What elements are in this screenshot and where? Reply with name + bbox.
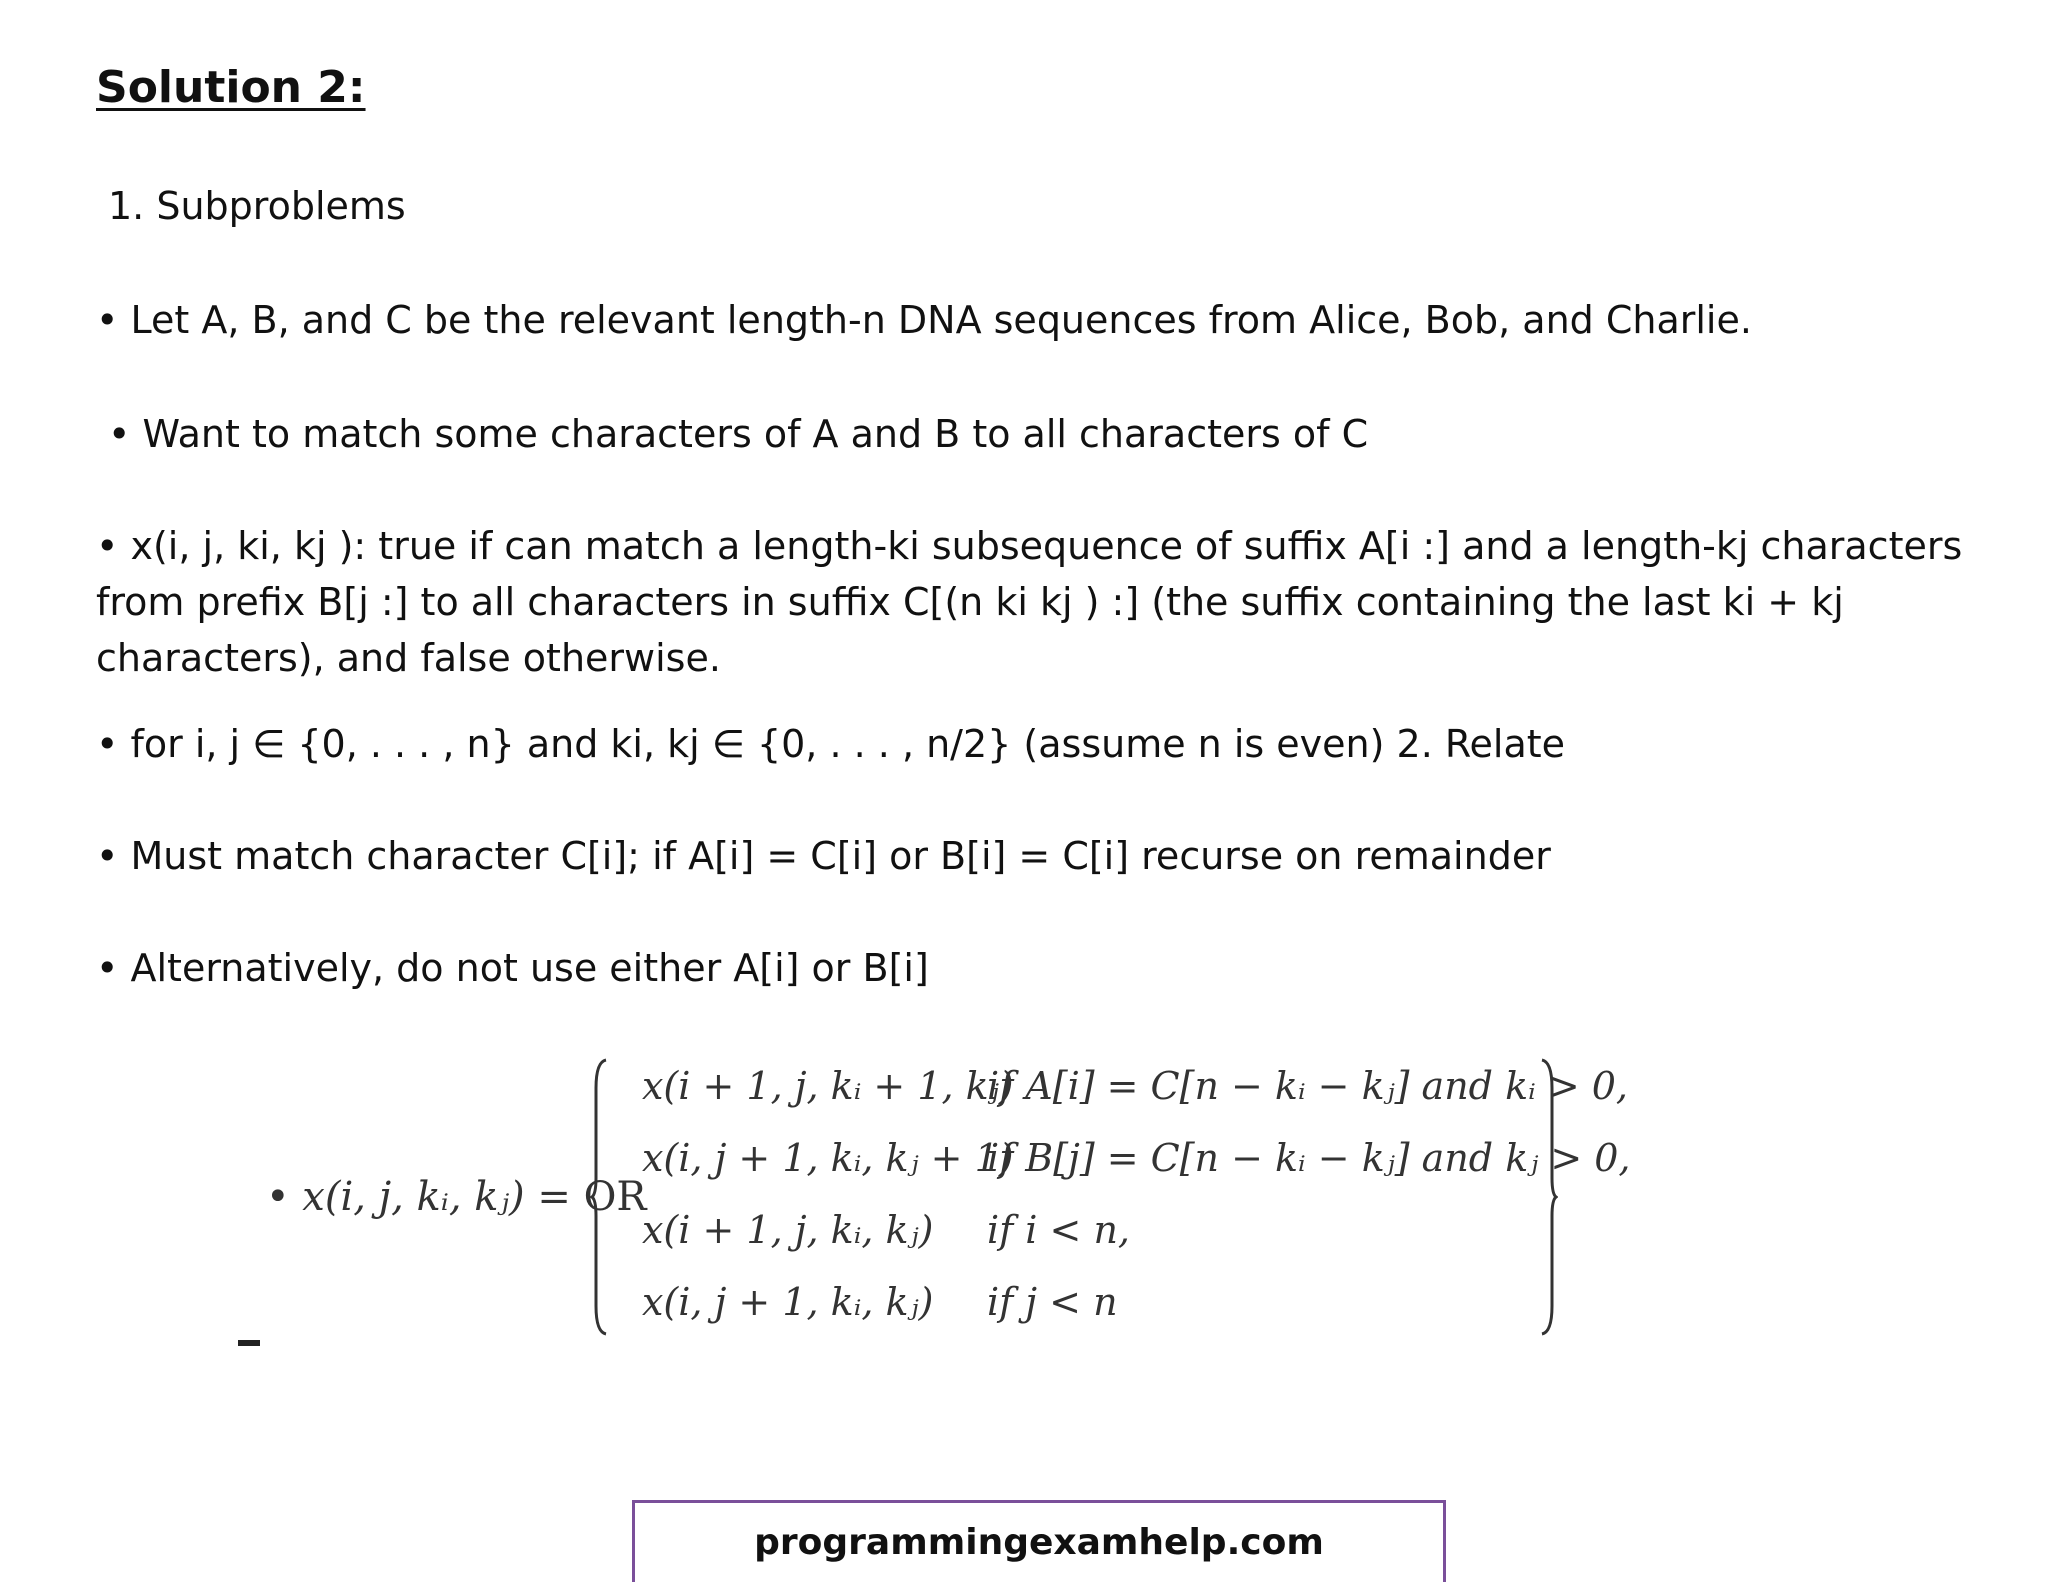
case-cond-1: if A[i] = C[n − kᵢ − kⱼ] and kᵢ > 0, [987, 1064, 1629, 1108]
recurrence-formula [250, 1040, 1631, 1360]
footer-website-box [632, 1500, 1446, 1582]
bullet-match-goal: • Want to match some characters of A and B to all characters of C [108, 412, 1369, 456]
case-expr-4: x(i, j + 1, kᵢ, kⱼ) [642, 1280, 934, 1324]
right-brace [1540, 1058, 1558, 1336]
bullet-alternative: • Alternatively, do not use either A[i] or B[i] [96, 946, 929, 990]
case-row-2 [642, 1136, 1631, 1180]
footer-website: programmingexamhelp.com [754, 1522, 1324, 1563]
case-cond-3: if i < n, [987, 1208, 1131, 1252]
bullet-definition: • x(i, j, ki, kj ): true if can match a length-ki subsequence of suffix A[i :] and a length-kj characters from prefix B[j :] to all characters in suffix C[(n ki kj ) :] (the suffix containing the last ki + kj characters), and false otherwise. [96, 524, 1963, 680]
case-row-4 [642, 1280, 1118, 1324]
stray-dash-mark [238, 1340, 260, 1346]
case-expr-1: x(i + 1, j, kᵢ + 1, kⱼ) [642, 1064, 1014, 1108]
case-cond-2: if B[j] = C[n − kᵢ − kⱼ] and kⱼ > 0, [987, 1136, 1631, 1180]
bullet-must-match: • Must match character C[i]; if A[i] = C[i] or B[i] = C[i] recurse on remainder [96, 834, 1551, 878]
case-row-3 [642, 1208, 1131, 1252]
case-expr-2: x(i, j + 1, kᵢ, kⱼ + 1) [642, 1136, 1014, 1180]
case-row-1 [642, 1064, 1629, 1108]
case-expr-3: x(i + 1, j, kᵢ, kⱼ) [642, 1208, 934, 1252]
bullet-sequences: • Let A, B, and C be the relevant length-n DNA sequences from Alice, Bob, and Charlie. [96, 298, 1752, 342]
slide-title: Solution 2: [96, 62, 366, 113]
formula-or: OR [583, 1174, 647, 1220]
case-cond-4: if j < n [987, 1280, 1118, 1324]
bullet-domain: • for i, j ∈ {0, . . . , n} and ki, kj ∈ {0, . . . , n/2} (assume n is even) 2. Relate [96, 722, 1566, 766]
left-brace [590, 1058, 608, 1336]
formula-lhs-expr: • x(i, j, kᵢ, kⱼ) = [266, 1174, 584, 1220]
subproblems-heading: 1. Subproblems [108, 184, 406, 228]
